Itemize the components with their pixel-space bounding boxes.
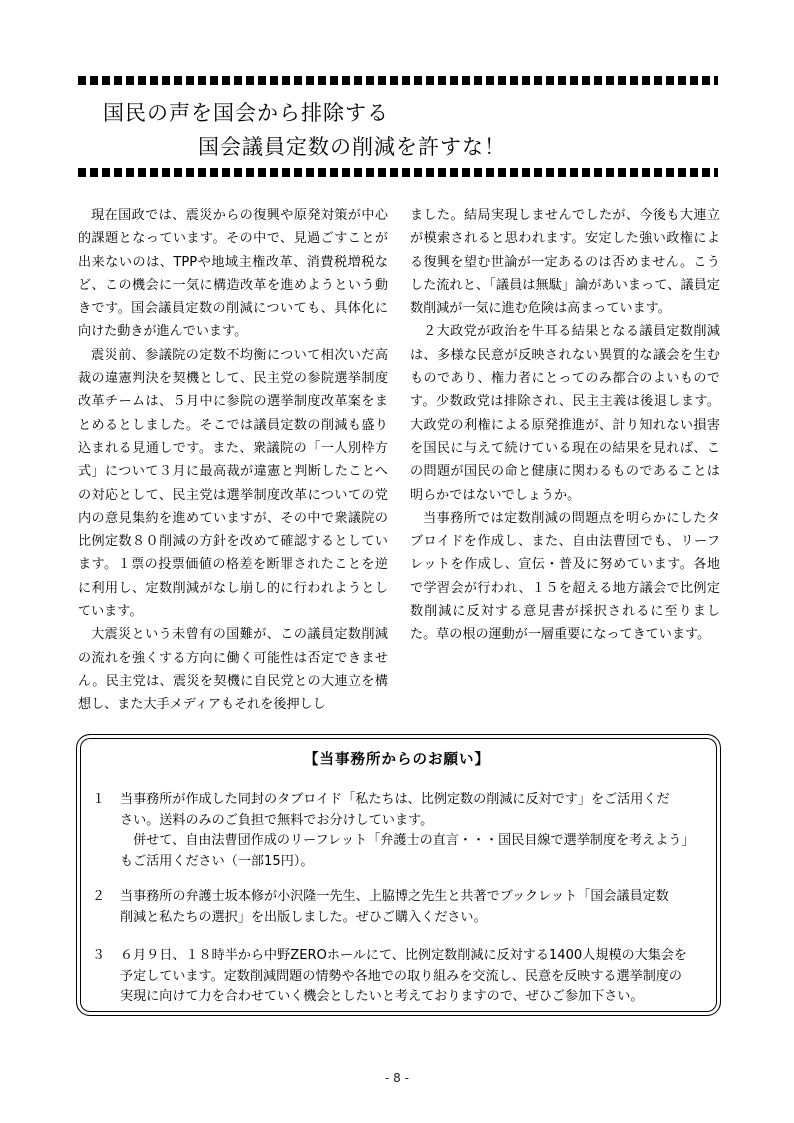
notice-item-number: ２ <box>92 889 106 904</box>
page-number: - 8 - <box>385 1071 409 1085</box>
article-left-column <box>78 204 388 717</box>
article-paragraph: ました。結局実現しませんでしたが、今後も大連立が模索されると思われます。安定した強い政権による復興を望む世論が一定あるのは否めません。こうした流れと、「議員は無駄」論があいまって、議員定数削減が一気に進む危険は高まっています。 <box>410 208 720 317</box>
article-right-column <box>410 204 720 647</box>
article-paragraph: 当事務所では定数削減の問題点を明らかにしたタブロイドを作成し、また、自由法曹団でも、リーフレットを作成し、宣伝・普及に努めています。各地で学習会が行われ、１５を超える地方議会で比例定数削減に反対する意見書が採択されるに至りました。草の根の運動が一層重要になってきています。 <box>410 510 720 643</box>
header-top-rule <box>78 76 718 85</box>
notice-item <box>92 790 720 872</box>
headline-line-2: 国会議員定数の削減を許すな！ <box>198 135 506 159</box>
notice-item-line: ６月９日、１８時半から中野ZEROホールにて、比例定数削減に反対する1400人規模の大集会を <box>120 948 688 963</box>
article-paragraph: ２大政党が政治を牛耳る結果となる議員定数削減は、多様な民意が反映されない異質的な議会を生むものであり、権力者にとってのみ都合のよいものです。少数政党は排除され、民主主義は後退します。大政党の利権による原発推進が、計り知れない損害を国民に与えて続けている現在の結果を見れば、この問題が国民の命と健康に関わるものであることは明らかではないでしょうか。 <box>410 324 720 503</box>
notice-item-line: 当事務所が作成した同封のタブロイド「私たちは、比例定数の削減に反対です」をご活用くだ <box>120 792 670 807</box>
notice-item-number: ３ <box>92 948 106 963</box>
notice-item-subline: もご活用ください（一部15円）。 <box>120 853 314 869</box>
notice-item-line: 実現に向けて力を合わせていく機会としたいと考えておりますので、ぜひご参加下さい。 <box>120 989 644 1004</box>
article-paragraph: 震災前、参議院の定数不均衡について相次いだ高裁の違憲判決を契機として、民主党の参院選挙制度改革チームは、５月中に参院の選挙制度改革案をまとめるとしました。そこでは議員定数の削減も盛り込まれる見通しです。また、衆議院の「一人別枠方式」について３月に最高裁が違憲と判断したことへの対応として、民主党は選挙制度改革についての党内の意見集約を進めていますが、その中で衆議院の比例定数８０削減の方針を改めて確認するとしています。１票の投票価値の格差を断罪されたことを逆に利用し、定数削減がなし崩し的に行われようとしています。 <box>78 347 388 620</box>
notice-item-line: さい。送料のみのご負担で無料でお分けしています。 <box>120 812 434 828</box>
notice-item <box>92 887 720 928</box>
notice-item-line: 削減と私たちの選択」を出版しました。ぜひご購入ください。 <box>120 909 487 925</box>
notice-item-subline: 併せて、自由法曹団作成のリーフレット「弁護士の直言・・・国民目線で選挙制度を考えよう」 <box>133 833 695 848</box>
article-paragraph: 現在国政では、震災からの復興や原発対策が中心的課題となっています。その中で、見過ごすことが出来ないのは、TPPや地域主権改革、消費税増税など、この機会に一気に構造改革を進めようという動きです。国会議員定数の削減についても、具体化に向けた動きが進んでいます。 <box>78 208 388 340</box>
headline-line-1: 国民の声を国会から排除する <box>103 101 389 125</box>
notice-item-number: １ <box>92 792 106 807</box>
notice-item-line: 予定しています。定数削減問題の情勢や各地での取り組みを交流し、民意を反映する選挙制度の <box>120 968 682 984</box>
notice-item-line: 当事務所の弁護士坂本修が小沢隆一先生、上脇博之先生と共著でブックレット「国会議員定数 <box>120 889 669 904</box>
header-bottom-rule <box>78 168 718 177</box>
notice-title: 【当事務所からのお願い】 <box>304 752 490 768</box>
notice-item <box>92 946 720 1008</box>
article-paragraph: 大震災という未曾有の国難が、この議員定数削減の流れを強くする方向に働く可能性は否定できません。民主党は、震災を契機に自民党との大連立を構想し、また大手メディアもそれを後押しし <box>78 627 388 713</box>
